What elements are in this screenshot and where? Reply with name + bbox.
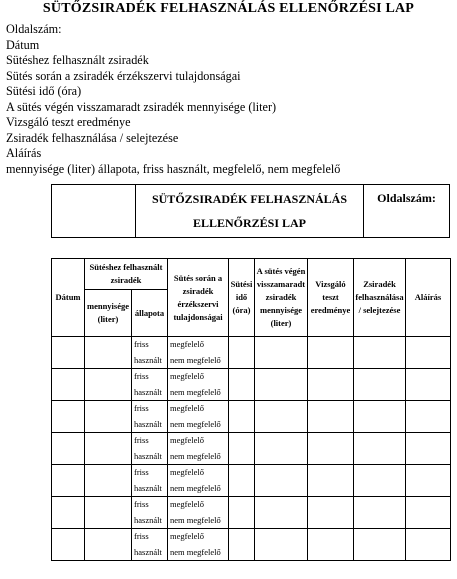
- col-header-remaining: A sütés végén visszamaradt zsiradék mennyisége (liter): [255, 259, 308, 337]
- remaining-cell[interactable]: [255, 401, 308, 433]
- date-cell[interactable]: [52, 337, 85, 369]
- option-unsuitable[interactable]: nem megfelelő: [170, 386, 221, 397]
- option-suitable[interactable]: megfelelő: [170, 467, 204, 477]
- option-used[interactable]: használt: [134, 546, 162, 557]
- option-fresh[interactable]: friss: [134, 371, 149, 381]
- option-suitable[interactable]: megfelelő: [170, 499, 204, 509]
- test-result-cell[interactable]: [308, 401, 354, 433]
- frying-time-cell[interactable]: [229, 337, 255, 369]
- field-fat-usage-disposal: Zsiradék felhasználása / selejtezése: [6, 130, 179, 145]
- option-used[interactable]: használt: [134, 514, 162, 525]
- signature-cell[interactable]: [406, 369, 451, 401]
- date-cell[interactable]: [52, 465, 85, 497]
- sensory-cell: [168, 369, 229, 401]
- option-suitable[interactable]: megfelelő: [170, 531, 204, 541]
- sensory-cell: [168, 337, 229, 369]
- test-result-cell[interactable]: [308, 465, 354, 497]
- quantity-cell[interactable]: [85, 433, 132, 465]
- sensory-cell: [168, 529, 229, 561]
- table-row: [52, 497, 451, 529]
- col-header-sensory: Sütés során a zsiradék érzékszervi tulajdonságai: [168, 259, 229, 337]
- quantity-cell[interactable]: [85, 337, 132, 369]
- log-table: [51, 258, 451, 561]
- field-page-number: Oldalszám:: [6, 22, 62, 36]
- field-fat-used: Sütéshez felhasznált zsiradék: [6, 53, 149, 67]
- test-result-cell[interactable]: [308, 433, 354, 465]
- condition-cell: [132, 529, 168, 561]
- option-unsuitable[interactable]: nem megfelelő: [170, 450, 221, 461]
- option-unsuitable[interactable]: nem megfelelő: [170, 418, 221, 429]
- option-unsuitable[interactable]: nem megfelelő: [170, 482, 221, 493]
- table-row: [52, 369, 451, 401]
- field-signature: Aláírás: [6, 146, 42, 160]
- field-test-result: Vizsgáló teszt eredménye: [6, 115, 131, 129]
- field-date: Dátum: [6, 37, 40, 52]
- frying-time-cell[interactable]: [229, 497, 255, 529]
- test-result-cell[interactable]: [308, 497, 354, 529]
- remaining-cell[interactable]: [255, 369, 308, 401]
- usage-cell[interactable]: [354, 369, 406, 401]
- option-used[interactable]: használt: [134, 418, 162, 429]
- usage-cell[interactable]: [354, 529, 406, 561]
- header-title-line1: SÜTŐZSIRADÉK FELHASZNÁLÁS: [151, 192, 348, 206]
- header-blank-cell: [52, 185, 136, 238]
- option-suitable[interactable]: megfelelő: [170, 403, 204, 413]
- header-page-number: Oldalszám:: [364, 185, 450, 238]
- date-cell[interactable]: [52, 433, 85, 465]
- header-title-line2: ELLENŐRZÉSI LAP: [192, 216, 307, 230]
- test-result-cell[interactable]: [308, 337, 354, 369]
- col-header-signature: Aláírás: [406, 259, 451, 337]
- field-legend: mennyisége (liter) állapota, friss használt, megfelelő, nem megfelelő: [6, 161, 341, 176]
- col-header-date: Dátum: [52, 259, 85, 337]
- frying-time-cell[interactable]: [229, 369, 255, 401]
- header-box: [51, 184, 450, 238]
- table-row: [52, 433, 451, 465]
- option-used[interactable]: használt: [134, 482, 162, 493]
- option-fresh[interactable]: friss: [134, 403, 149, 413]
- frying-time-cell[interactable]: [229, 465, 255, 497]
- option-suitable[interactable]: megfelelő: [170, 371, 204, 381]
- col-header-condition: állapota: [132, 290, 168, 337]
- quantity-cell[interactable]: [85, 465, 132, 497]
- table-row: [52, 465, 451, 497]
- test-result-cell[interactable]: [308, 369, 354, 401]
- sensory-cell: [168, 433, 229, 465]
- signature-cell[interactable]: [406, 529, 451, 561]
- remaining-cell[interactable]: [255, 529, 308, 561]
- col-header-usage: Zsiradék felhasználása / selejtezése: [354, 259, 406, 337]
- table-row: [52, 337, 451, 369]
- condition-cell: [132, 497, 168, 529]
- option-fresh[interactable]: friss: [134, 531, 149, 541]
- condition-cell: [132, 465, 168, 497]
- quantity-cell[interactable]: [85, 497, 132, 529]
- option-fresh[interactable]: friss: [134, 499, 149, 509]
- field-sensory-properties: Sütés során a zsiradék érzékszervi tulajdonságai: [6, 68, 241, 83]
- option-unsuitable[interactable]: nem megfelelő: [170, 546, 221, 557]
- test-result-cell[interactable]: [308, 529, 354, 561]
- remaining-cell[interactable]: [255, 433, 308, 465]
- signature-cell[interactable]: [406, 401, 451, 433]
- quantity-cell[interactable]: [85, 529, 132, 561]
- date-cell[interactable]: [52, 401, 85, 433]
- option-used[interactable]: használt: [134, 450, 162, 461]
- usage-cell[interactable]: [354, 433, 406, 465]
- option-suitable[interactable]: megfelelő: [170, 435, 204, 445]
- sensory-cell: [168, 401, 229, 433]
- remaining-cell[interactable]: [255, 337, 308, 369]
- date-cell[interactable]: [52, 529, 85, 561]
- usage-cell[interactable]: [354, 465, 406, 497]
- signature-cell[interactable]: [406, 433, 451, 465]
- frying-time-cell[interactable]: [229, 401, 255, 433]
- option-used[interactable]: használt: [134, 386, 162, 397]
- sensory-cell: [168, 497, 229, 529]
- signature-cell[interactable]: [406, 497, 451, 529]
- page-title: SÜTŐZSIRADÉK FELHASZNÁLÁS ELLENŐRZÉSI LAP: [42, 1, 415, 16]
- quantity-cell[interactable]: [85, 369, 132, 401]
- date-cell[interactable]: [52, 369, 85, 401]
- condition-cell: [132, 433, 168, 465]
- field-frying-time: Sütési idő (óra): [6, 84, 82, 98]
- condition-cell: [132, 337, 168, 369]
- usage-cell[interactable]: [354, 337, 406, 369]
- col-header-test-result: Vizsgáló teszt eredménye: [308, 259, 354, 337]
- col-header-fat-used: Sütéshez felhasznált zsiradék: [85, 259, 168, 290]
- field-list: [6, 22, 340, 177]
- date-cell[interactable]: [52, 497, 85, 529]
- frying-time-cell[interactable]: [229, 529, 255, 561]
- option-fresh[interactable]: friss: [134, 467, 149, 477]
- option-unsuitable[interactable]: nem megfelelő: [170, 514, 221, 525]
- option-fresh[interactable]: friss: [134, 435, 149, 445]
- header-title-cell: [136, 185, 364, 238]
- option-suitable[interactable]: megfelelő: [170, 339, 204, 349]
- option-fresh[interactable]: friss: [134, 339, 149, 349]
- field-remaining-fat: A sütés végén visszamaradt zsiradék mennyisége (liter): [6, 99, 277, 114]
- usage-cell[interactable]: [354, 401, 406, 433]
- option-unsuitable[interactable]: nem megfelelő: [170, 354, 221, 365]
- quantity-cell[interactable]: [85, 401, 132, 433]
- frying-time-cell[interactable]: [229, 433, 255, 465]
- table-row: [52, 529, 451, 561]
- usage-cell[interactable]: [354, 497, 406, 529]
- sensory-cell: [168, 465, 229, 497]
- signature-cell[interactable]: [406, 337, 451, 369]
- option-used[interactable]: használt: [134, 354, 162, 365]
- header-row-1: [52, 259, 451, 290]
- condition-cell: [132, 401, 168, 433]
- remaining-cell[interactable]: [255, 497, 308, 529]
- signature-cell[interactable]: [406, 465, 451, 497]
- table-row: [52, 401, 451, 433]
- col-header-quantity: mennyisége (liter): [85, 290, 132, 337]
- condition-cell: [132, 369, 168, 401]
- col-header-frying-time: Sütési idő (óra): [229, 259, 255, 337]
- remaining-cell[interactable]: [255, 465, 308, 497]
